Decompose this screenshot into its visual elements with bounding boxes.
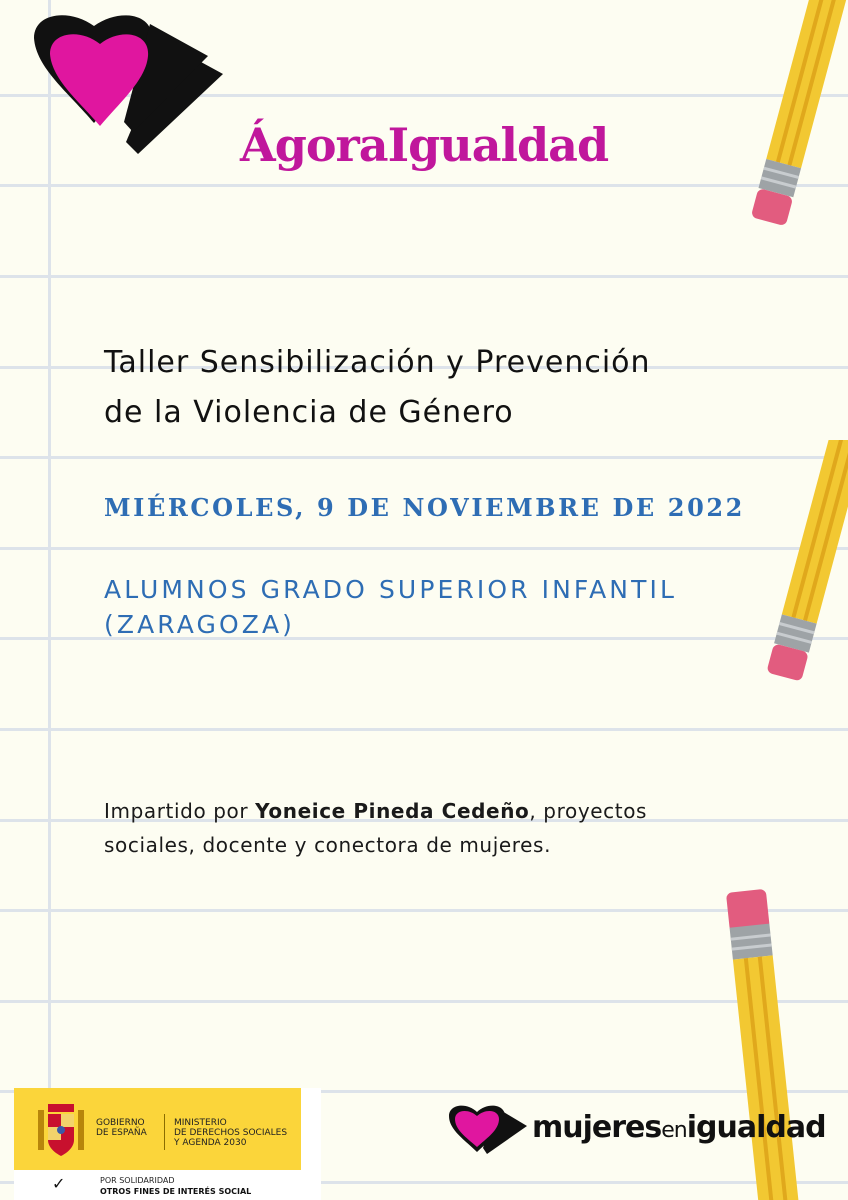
instructor-name: Yoneice Pineda Cedeño (255, 799, 530, 823)
credits-line-2: sociales, docente y conectora de mujeres. (104, 833, 552, 857)
credits-line-1 (104, 794, 744, 828)
paper-rule (0, 547, 848, 550)
event-date: MIÉRCOLES, 9 DE NOVIEMBRE DE 2022 (104, 493, 745, 522)
credits-prefix: Impartido por (104, 799, 256, 823)
sponsor-divider (164, 1114, 165, 1150)
workshop-title (104, 338, 794, 438)
paper-rule (0, 184, 848, 187)
government-name: GOBIERNO DE ESPAÑA (96, 1118, 147, 1138)
paper-rule (0, 456, 848, 459)
brand-title: ÁgoraIgualdad (240, 118, 609, 172)
workshop-title-line-1: Taller Sensibilización y Prevención (104, 345, 651, 380)
partner-name (532, 1110, 826, 1145)
government-band (14, 1088, 301, 1170)
paper-margin-line (48, 0, 51, 1200)
credits-suffix: , proyectos (529, 799, 648, 823)
sponsor-block (14, 1088, 321, 1200)
paper-rule (0, 275, 848, 278)
pencil-icon (740, 0, 848, 250)
pencil-icon (712, 885, 812, 1200)
audience (104, 572, 784, 642)
paper-rule (0, 728, 848, 731)
workshop-title-line-2: de la Violencia de Género (104, 395, 514, 430)
ministry-name: MINISTERIO DE DERECHOS SOCIALES Y AGENDA 2030 (174, 1118, 288, 1148)
coat-of-arms-icon (36, 1100, 86, 1160)
audience-line-2: (ZARAGOZA) (104, 610, 296, 639)
partner-heart-logo-icon (447, 1102, 529, 1154)
heart-logo-icon (28, 14, 228, 159)
check-icon: ✓ (52, 1174, 66, 1193)
audience-line-1: ALUMNOS GRADO SUPERIOR INFANTIL (104, 575, 677, 604)
instructor-credits (104, 794, 744, 862)
solidarity-name: OTROS FINES DE INTERÉS SOCIAL (100, 1187, 252, 1196)
partner-name-part-1: mujeres (532, 1110, 662, 1145)
partner-name-part-2: en (661, 1118, 687, 1143)
solidarity-label: POR SOLIDARIDAD (100, 1176, 175, 1185)
partner-name-part-3: igualdad (686, 1110, 826, 1145)
